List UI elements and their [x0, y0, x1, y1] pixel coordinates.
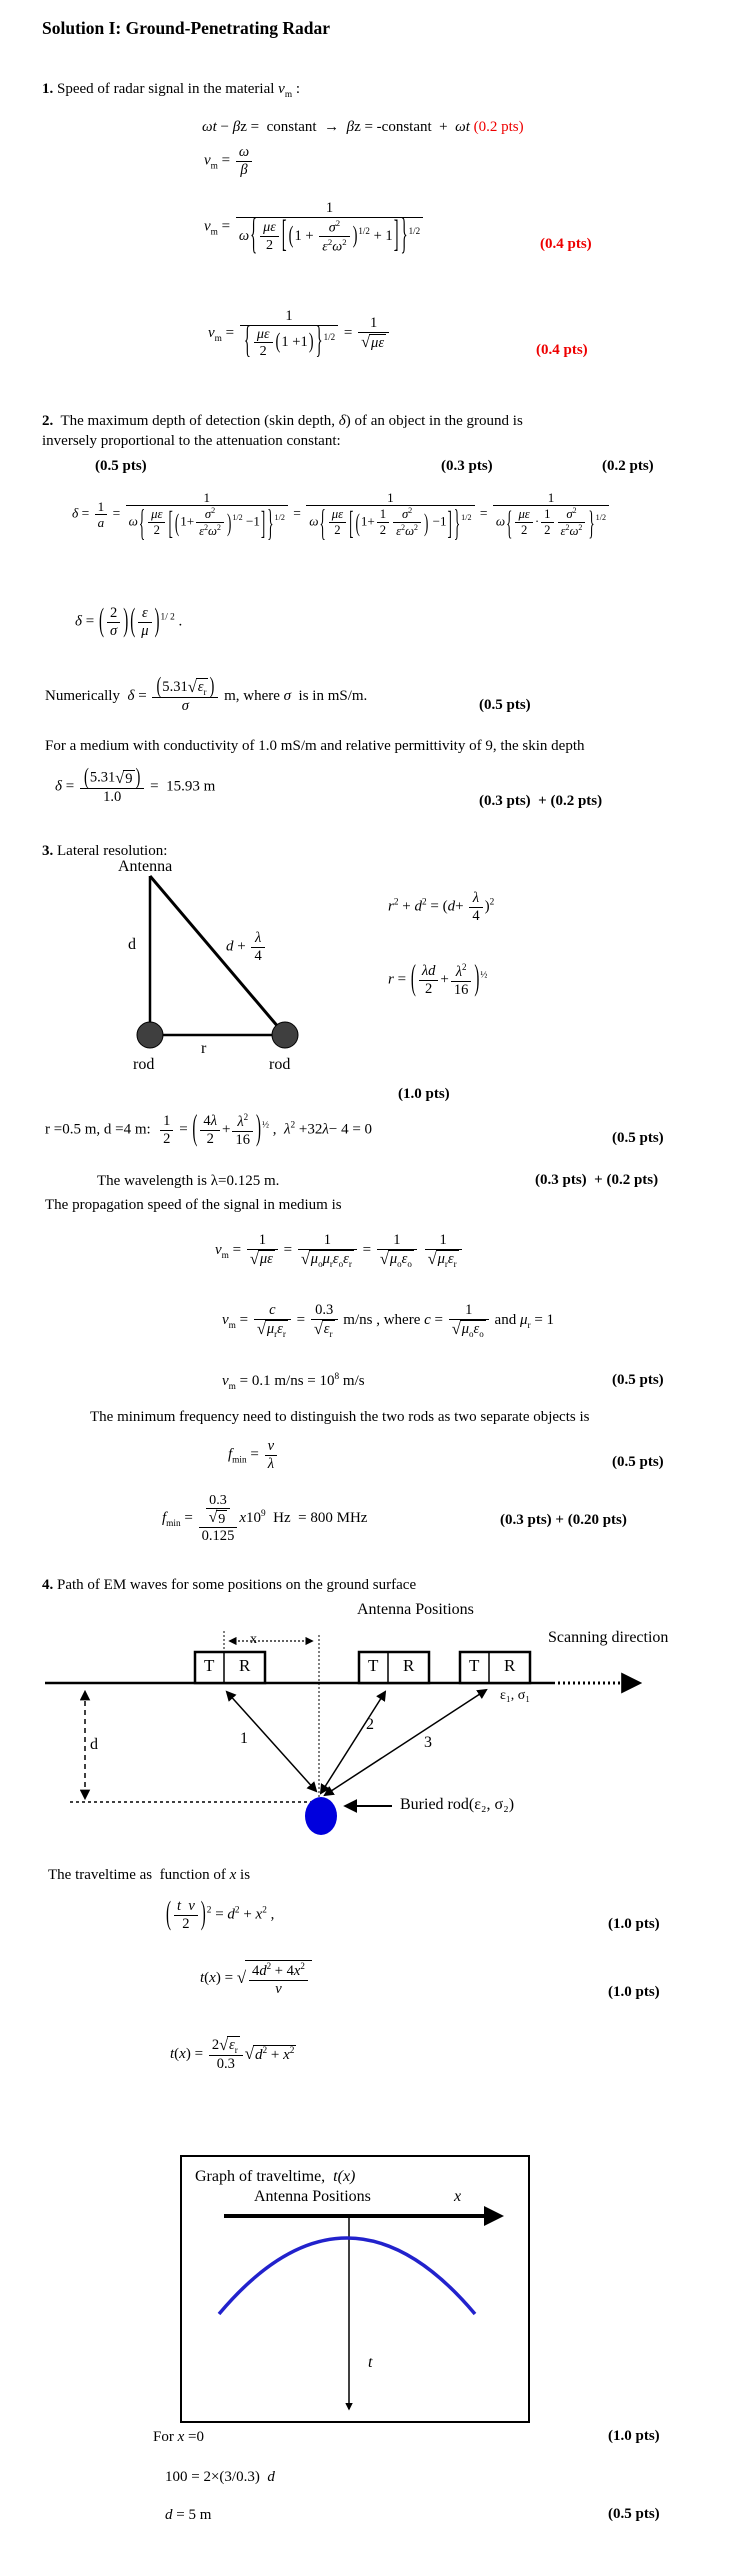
equation-skin-depth-result: δ = ( $\frac{2}{\sigma}$ ) ( $\frac{\varepsilon}{\mu}$ )$^{1/ 2}$ .: [75, 603, 183, 639]
points-label: (0.5 pts): [612, 1130, 664, 1146]
equation-skin-depth-value: δ = (5.31 √ 9 ) 1.0 = 15.93 m: [55, 769, 215, 805]
antenna-positions-label: Antenna Positions: [357, 1601, 474, 1618]
points-label: (0.5 pts): [612, 1372, 664, 1388]
equation-pythagoras: $r^2 + d^2 = (d+$ $\frac{\lambda}{4}$ )$^2$: [388, 890, 495, 924]
problem2-heading-line1: 2. The maximum depth of detection (skin depth, δ) of an object in the ground is: [42, 413, 523, 429]
rod-left-label: rod: [133, 1056, 155, 1073]
ray1-label: 1: [240, 1730, 248, 1747]
equation-traveltime-squared: ( $\frac{\text{t v}}{2}$ )$^2 = d^2 + x^2$ ,: [166, 1896, 275, 1932]
medium-description: For a medium with conductivity of 1.0 mS/m and relative permittivity of 9, the skin depth: [45, 738, 585, 754]
page-title: Solution I: Ground-Penetrating Radar: [42, 18, 330, 38]
r-label: r: [201, 1040, 207, 1057]
propagation-text: The propagation speed of the signal in medium is: [45, 1197, 342, 1213]
equation-tx-final: t(x) = 2 √ $\varepsilon_r$ 0.3 √ $d^2 + x^2$: [170, 2036, 296, 2073]
equation-fmin-value: $f_{min}$ = 0.3 √ 9 0.125 $x10^9$ Hz = 800 MHz: [162, 1492, 367, 1545]
equation-fmin: $f_{min}$ = $\frac{v}{\lambda}$: [228, 1438, 279, 1472]
equation-lambda-quadratic: r =0.5 m, d =4 m: $\frac{1}{2}$ = ( $\frac{4\lambda}{2}$ + $\frac{\lambda^2}{16}$ )$^{\frac{1}{2}}$ , $\lambda^2 +32\lambda- 4 = 0$: [45, 1110, 373, 1149]
equation-r-solution: r = ( $\frac{\lambda d}{2}$ + $\frac{\lambda^2}{16}$ )$^{\frac{1}{2}}$: [388, 960, 488, 999]
ray2-label: 2: [366, 1716, 374, 1733]
receiver-label-1: R: [239, 1656, 251, 1675]
points-label: (0.4 pts): [540, 236, 592, 252]
wavelength-text: The wavelength is λ=0.125 m.: [97, 1173, 280, 1189]
transmitter-label-2: T: [368, 1656, 379, 1675]
equation-phase-constant: ωt − βz = constant → βz = -constant + ωt (0.2 pts): [202, 119, 524, 135]
traveltime-curve: [219, 2238, 475, 2314]
ray3-label: 3: [424, 1734, 432, 1751]
graph-plot: [182, 2157, 528, 2421]
problem3-heading: 3. Lateral resolution:: [42, 843, 168, 859]
receiver-label-3: R: [504, 1656, 516, 1675]
points-label: (1.0 pts): [608, 1916, 660, 1932]
rod-left-circle: [137, 1022, 163, 1048]
problem1-heading: 1. Speed of radar signal in the material $v_m$ :: [42, 81, 300, 100]
points-label: (0.4 pts): [536, 342, 588, 358]
min-frequency-text: The minimum frequency need to distinguish the two rods as two separate objects is: [90, 1409, 590, 1425]
scanning-direction-label: Scanning direction: [548, 1629, 669, 1646]
graph-x-axis-label: x: [454, 2188, 462, 2205]
layer1-properties-label: ε₁, σ₁: [500, 1688, 531, 1703]
equation-d-value: d = 5 m: [165, 2507, 212, 2523]
problem2-heading-line2: inversely proportional to the attenuation constant:: [42, 433, 341, 449]
equation-vm-c: $v_m$ = c √ $\mu_r\varepsilon_r$ = 0.3 √ $\varepsilon_r$ m/ns , where c = 1 √ $\mu_o\varepsilon_o$ and $\mu_r = 1$: [222, 1302, 554, 1339]
equation-vm-chain: $v_m$ = 1 √ με = 1 √ $\mu_o\mu_r\varepsilon_o\varepsilon_r$ = 1 √ $\mu_o\varepsilon_o$ 1 √ $\mu_r\varepsilon_r$: [215, 1232, 464, 1269]
hypotenuse-label: d + $\frac{\lambda}{4}$: [226, 930, 267, 964]
equation-vm-simplified: $v_m$ = 1 { $\frac{\mu\varepsilon}{2}$ (1 +1) }$^{1/2}$ = 1 √ με: [208, 308, 391, 359]
points-label: (0.5 pts): [95, 458, 147, 474]
rod-right-circle: [272, 1022, 298, 1048]
antenna-label: Antenna: [118, 858, 173, 875]
x-distance-label: x: [250, 1632, 257, 1647]
traveltime-graph-box: [180, 2155, 530, 2423]
buried-rod-label: Buried rod(ε₂, σ₂): [400, 1796, 515, 1813]
points-label: (0.3 pts) + (0.2 pts): [479, 793, 603, 809]
problem4-heading: 4. Path of EM waves for some positions on the ground surface: [42, 1577, 417, 1593]
equation-vm-full: $v_m$ = 1 ω{ $\frac{\mu\varepsilon}{2}$ [ (1 + $\frac{\sigma^2}{\varepsilon^2\omega^2}$ )$^{1/2}$ + 1] }$^{1/2}$: [204, 200, 425, 255]
equation-vm-omega-beta: $v_m$ = $\frac{\omega}{\beta}$: [204, 144, 254, 178]
traveltime-text: The traveltime as function of x is: [48, 1867, 251, 1883]
ray-2: [321, 1692, 385, 1793]
ray-3: [325, 1690, 486, 1795]
points-label: (1.0 pts): [608, 1984, 660, 2000]
equation-tx-sqrt: t(x) = √ $\frac{4d^2 + 4x^2}{v}$: [200, 1960, 312, 1997]
rod-right-label: rod: [269, 1056, 291, 1073]
for-x-zero-text: For x =0: [153, 2429, 204, 2445]
points-label: (0.3 pts) + (0.2 pts): [535, 1172, 659, 1188]
buried-rod-ellipse: [305, 1797, 337, 1835]
points-label: (0.3 pts) + (0.20 pts): [500, 1512, 627, 1528]
points-label: (0.5 pts): [479, 697, 531, 713]
graph-t-axis-label: t: [368, 2354, 373, 2371]
transmitter-label-1: T: [204, 1656, 215, 1675]
receiver-label-2: R: [403, 1656, 415, 1675]
points-label: (0.2 pts): [602, 458, 654, 474]
graph-title: Graph of traveltime, t(x): [195, 2168, 356, 2185]
equation-numerical-skin-depth: Numerically δ = (5.31 √ $\varepsilon_r$ ) σ m, where σ is in mS/m.: [45, 678, 367, 715]
points-label: (0.3 pts): [441, 458, 493, 474]
lateral-resolution-diagram: [60, 856, 320, 1076]
equation-100: 100 = 2×(3/0.3) d: [165, 2469, 275, 2485]
depth-label: d: [128, 936, 136, 953]
points-label: (0.5 pts): [608, 2506, 660, 2522]
equation-skin-depth-chain: δ = $\frac{1}{a}$ = 1 ω{ $\frac{\mu\varepsilon}{2}$ [ (1+ $\frac{\sigma^2}{\varepsilon^2\omega^2}$ )$^{1/2}$ −1] }$^{1/2}$ = 1 ω{ $\frac{\mu\varepsilon}{2}$ [ (1+ $\frac{1}{2}$ $\frac{\sigma^2}{\varepsilon^2\omega^2}$ ) −1] }$^{1/2}$ = 1 ω{ $\frac{\mu\varepsilon}{2}$ · $\frac{1}{2}$ $\frac{\sigma^2}{\varepsilon^2\omega^2}$ }$^{1/2}$: [72, 490, 611, 539]
points-label: (1.0 pts): [608, 2428, 660, 2444]
transmitter-label-3: T: [469, 1656, 480, 1675]
points-label: (1.0 pts): [398, 1086, 450, 1102]
equation-vm-value: $v_m = 0.1$ $m/ns = 10^8$ m/s: [222, 1372, 365, 1392]
depth-label: d: [90, 1736, 98, 1753]
graph-antenna-positions-label: Antenna Positions: [254, 2188, 371, 2205]
points-label: (0.5 pts): [612, 1454, 664, 1470]
